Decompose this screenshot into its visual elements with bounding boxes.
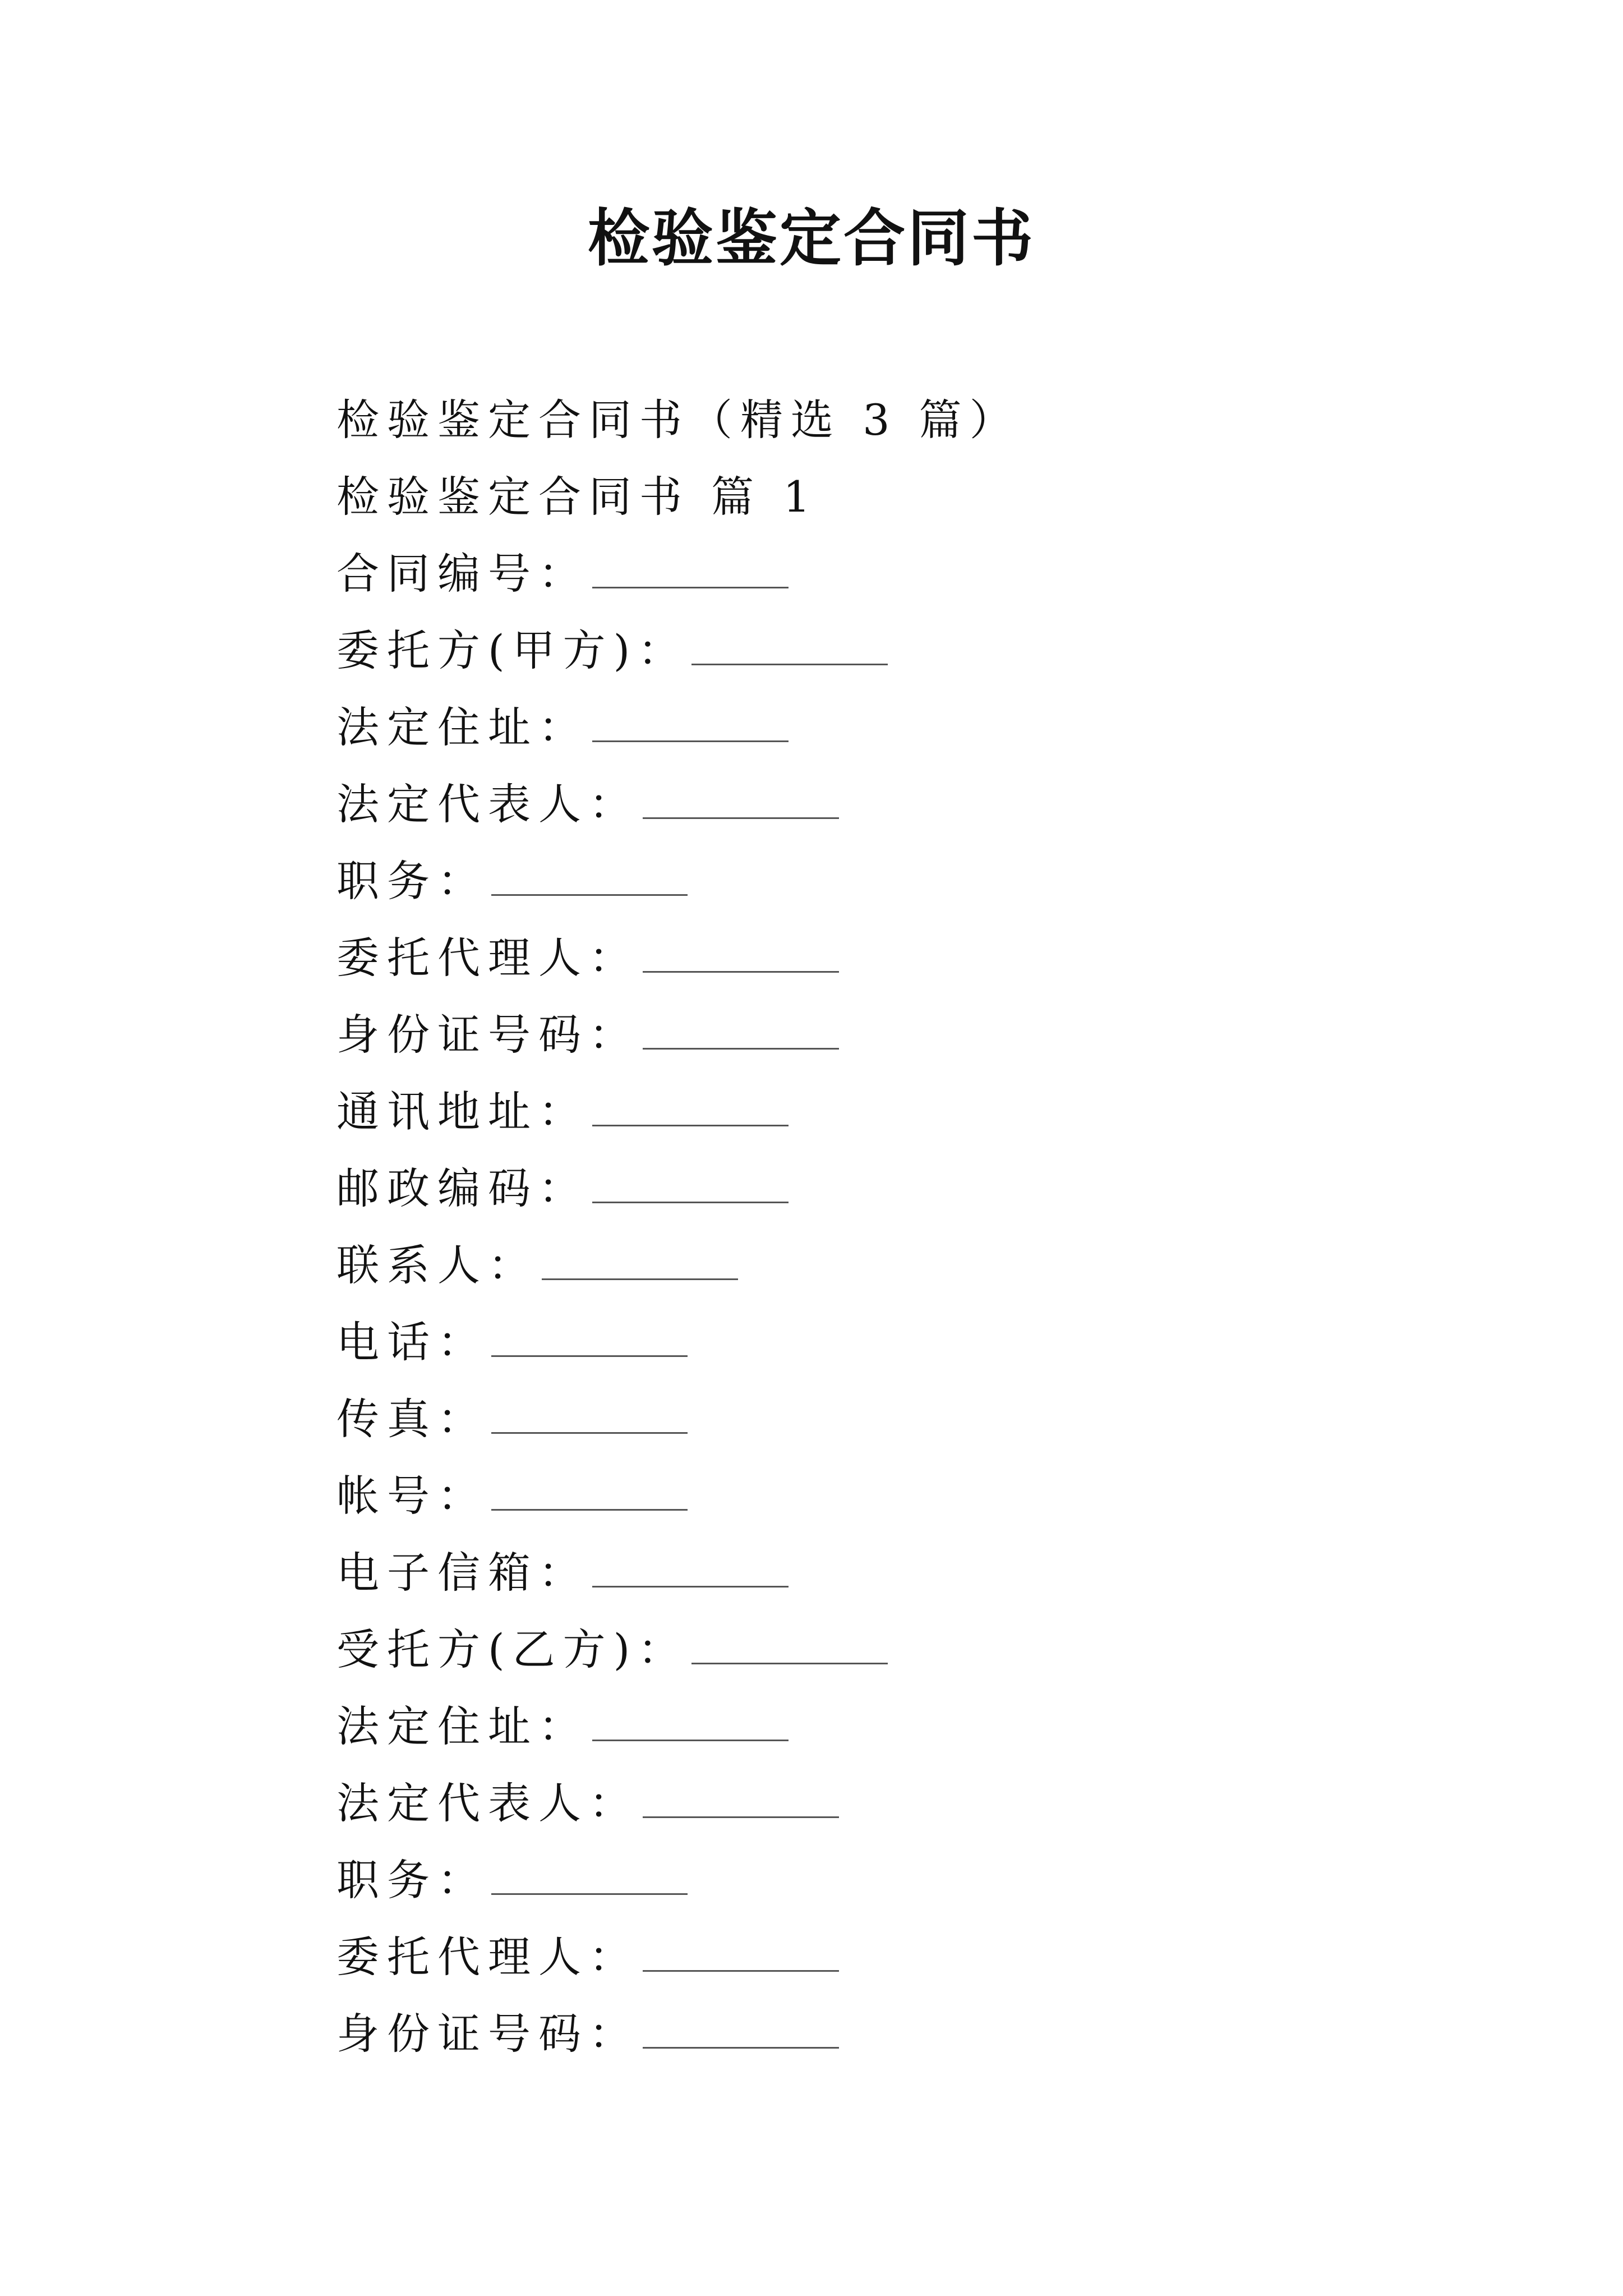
field-trustee-party-b — [336, 1611, 1514, 1688]
field-postal-code — [336, 1150, 1514, 1227]
subtitle-line — [336, 381, 1514, 458]
field-label: 职务： — [336, 1855, 488, 1905]
field-label: 职务： — [336, 856, 488, 906]
field-label: 受托方(乙方)： — [336, 1625, 689, 1674]
document-title: 检验鉴定合同书 — [588, 202, 1035, 274]
field-legal-representative-a — [336, 766, 1514, 843]
fill-in-blank[interactable] — [491, 1322, 688, 1357]
fill-in-blank[interactable] — [643, 937, 839, 973]
fill-in-blank[interactable] — [643, 784, 839, 819]
fill-in-blank[interactable] — [643, 1014, 839, 1050]
fill-in-blank[interactable] — [643, 1783, 839, 1818]
fill-in-blank[interactable] — [643, 1936, 839, 1972]
field-label: 委托代理人： — [336, 1932, 639, 1982]
fill-in-blank[interactable] — [592, 1706, 789, 1741]
field-label: 法定住址： — [336, 1701, 589, 1751]
field-legal-address-b — [336, 1688, 1514, 1765]
field-label: 邮政编码： — [336, 1163, 589, 1213]
fill-in-blank[interactable] — [643, 2013, 839, 2049]
fill-in-blank[interactable] — [592, 1091, 789, 1126]
field-legal-address-a — [336, 689, 1514, 766]
field-authorized-agent-a — [336, 919, 1514, 996]
fill-in-blank[interactable] — [491, 1475, 688, 1511]
field-position-b — [336, 1842, 1514, 1918]
field-legal-representative-b — [336, 1765, 1514, 1842]
fill-in-blank[interactable] — [691, 1629, 888, 1664]
document-body — [336, 381, 1514, 2072]
fill-in-blank[interactable] — [491, 861, 688, 896]
field-client-party-a — [336, 612, 1514, 689]
line-label: 检验鉴定合同书 篇 1 — [336, 472, 818, 522]
fill-in-blank[interactable] — [691, 630, 888, 665]
field-label: 法定代表人： — [336, 779, 639, 829]
field-label: 法定代表人： — [336, 1778, 639, 1828]
section-heading-line — [336, 458, 1514, 535]
field-label: 电话： — [336, 1317, 488, 1367]
field-mailing-address — [336, 1073, 1514, 1150]
field-label: 联系人： — [336, 1240, 538, 1290]
field-label: 身份证号码： — [336, 1010, 639, 1060]
field-label: 法定住址： — [336, 702, 589, 752]
fill-in-blank[interactable] — [592, 553, 789, 588]
field-email — [336, 1534, 1514, 1611]
field-label: 传真： — [336, 1394, 488, 1444]
field-phone — [336, 1304, 1514, 1381]
fill-in-blank[interactable] — [592, 1552, 789, 1588]
field-label: 身份证号码： — [336, 2009, 639, 2059]
field-label: 委托代理人： — [336, 933, 639, 983]
field-label: 电子信箱： — [336, 1548, 589, 1598]
fill-in-blank[interactable] — [491, 1398, 688, 1434]
field-contact-person — [336, 1227, 1514, 1304]
field-label: 通讯地址： — [336, 1087, 589, 1137]
line-label: 检验鉴定合同书（精选 3 篇） — [336, 395, 1020, 445]
fill-in-blank[interactable] — [592, 707, 789, 742]
field-id-number-a — [336, 996, 1514, 1073]
field-contract-number — [336, 535, 1514, 612]
fill-in-blank[interactable] — [592, 1168, 789, 1203]
field-authorized-agent-b — [336, 1918, 1514, 1995]
fill-in-blank[interactable] — [542, 1245, 738, 1280]
field-label: 合同编号： — [336, 549, 589, 599]
field-label: 委托方(甲方)： — [336, 625, 689, 675]
field-account-number — [336, 1457, 1514, 1534]
fill-in-blank[interactable] — [491, 1860, 688, 1895]
field-label: 帐号： — [336, 1471, 488, 1521]
field-id-number-b — [336, 1995, 1514, 2072]
field-fax — [336, 1381, 1514, 1457]
field-position-a — [336, 843, 1514, 919]
